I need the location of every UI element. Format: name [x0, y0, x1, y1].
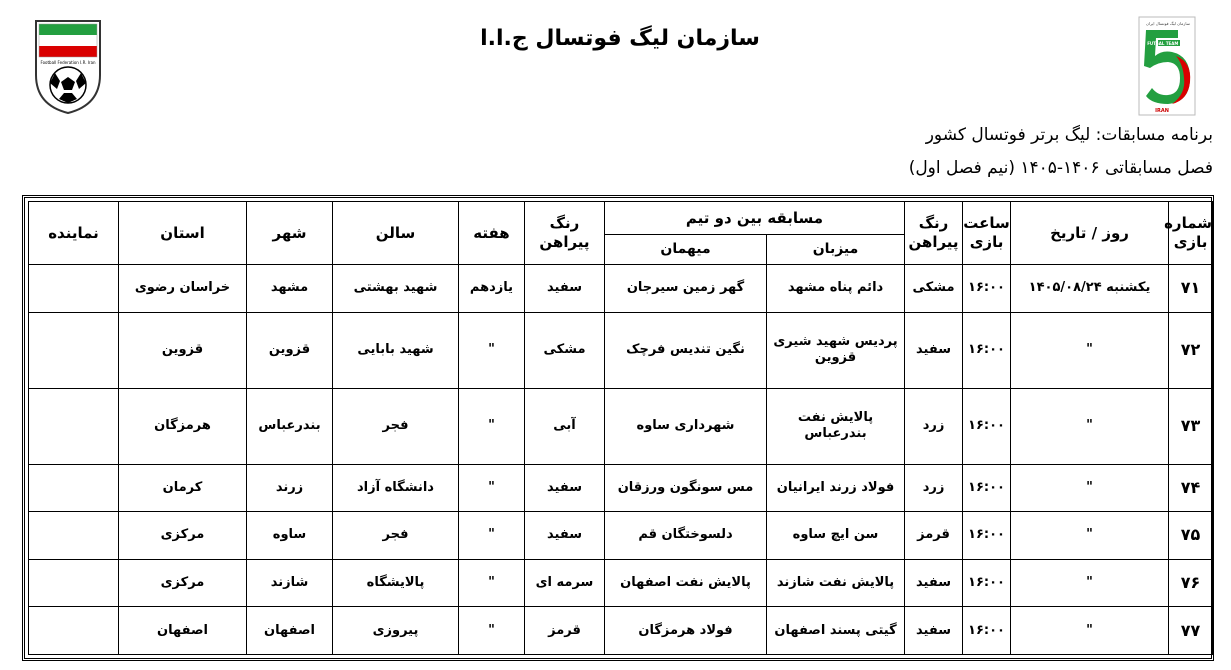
col-match: مسابقه بین دو تیم — [605, 202, 905, 235]
cell-hall: پالایشگاه — [333, 559, 459, 607]
cell-host-color: سفید — [905, 559, 963, 607]
cell-week: " — [459, 607, 525, 655]
cell-date: " — [1011, 312, 1169, 388]
cell-no: ۷۵ — [1169, 512, 1213, 560]
table-row — [29, 464, 1213, 512]
cell-host: پالایش نفت شازند — [767, 559, 905, 607]
cell-time: ۱۶:۰۰ — [963, 388, 1011, 464]
col-host: میزبان — [767, 235, 905, 265]
cell-week: " — [459, 388, 525, 464]
cell-host-color: زرد — [905, 464, 963, 512]
cell-no: ۷۳ — [1169, 388, 1213, 464]
col-match-no: شماره بازی — [1169, 202, 1213, 265]
cell-host: گیتی پسند اصفهان — [767, 607, 905, 655]
cell-date: " — [1011, 512, 1169, 560]
cell-time: ۱۶:۰۰ — [963, 312, 1011, 388]
cell-guest: مس سونگون ورزقان — [605, 464, 767, 512]
cell-province: قزوین — [119, 312, 247, 388]
col-guest: میهمان — [605, 235, 767, 265]
cell-guest-color: سفید — [525, 464, 605, 512]
cell-host-color: زرد — [905, 388, 963, 464]
schedule-table-frame — [22, 195, 1214, 661]
cell-rep — [29, 312, 119, 388]
season-line: فصل مسابقاتی ۱۴۰۶-۱۴۰۵ (نیم فصل اول) — [908, 158, 1213, 178]
cell-week: " — [459, 512, 525, 560]
cell-guest: شهرداری ساوه — [605, 388, 767, 464]
cell-guest: گهر زمین سیرجان — [605, 265, 767, 313]
cell-date: " — [1011, 607, 1169, 655]
cell-province: مرکزی — [119, 512, 247, 560]
cell-host: دائم پناه مشهد — [767, 265, 905, 313]
cell-week: " — [459, 559, 525, 607]
cell-host: فولاد زرند ایرانیان — [767, 464, 905, 512]
cell-host-color: قرمز — [905, 512, 963, 560]
table-row — [29, 312, 1213, 388]
cell-date: " — [1011, 559, 1169, 607]
competition-line: برنامه مسابقات: لیگ برتر فوتسال کشور — [925, 125, 1213, 145]
cell-province: کرمان — [119, 464, 247, 512]
cell-hall: فجر — [333, 388, 459, 464]
cell-guest-color: سفید — [525, 512, 605, 560]
cell-guest-color: سفید — [525, 265, 605, 313]
cell-city: شازند — [247, 559, 333, 607]
col-city: شهر — [247, 202, 333, 265]
cell-hall: دانشگاه آزاد — [333, 464, 459, 512]
col-host-color: رنگ پیراهن — [905, 202, 963, 265]
cell-host: سن ایچ ساوه — [767, 512, 905, 560]
col-hall: سالن — [333, 202, 459, 265]
cell-rep — [29, 388, 119, 464]
table-row — [29, 388, 1213, 464]
col-date: روز / تاریخ — [1011, 202, 1169, 265]
cell-city: اصفهان — [247, 607, 333, 655]
cell-rep — [29, 559, 119, 607]
cell-province: اصفهان — [119, 607, 247, 655]
col-week: هفته — [459, 202, 525, 265]
cell-hall: شهید بابایی — [333, 312, 459, 388]
svg-text:IRAN: IRAN — [1155, 108, 1169, 114]
cell-week: " — [459, 312, 525, 388]
cell-no: ۷۴ — [1169, 464, 1213, 512]
cell-hall: فجر — [333, 512, 459, 560]
schedule-table — [28, 201, 1213, 655]
cell-time: ۱۶:۰۰ — [963, 607, 1011, 655]
cell-city: بندرعباس — [247, 388, 333, 464]
cell-province: مرکزی — [119, 559, 247, 607]
cell-province: خراسان رضوی — [119, 265, 247, 313]
cell-guest: فولاد هرمزگان — [605, 607, 767, 655]
cell-date: یکشنبه ۱۴۰۵/۰۸/۲۴ — [1011, 265, 1169, 313]
cell-host-color: سفید — [905, 312, 963, 388]
cell-time: ۱۶:۰۰ — [963, 559, 1011, 607]
col-rep: نماینده — [29, 202, 119, 265]
cell-no: ۷۱ — [1169, 265, 1213, 313]
cell-rep — [29, 464, 119, 512]
cell-guest-color: قرمز — [525, 607, 605, 655]
cell-time: ۱۶:۰۰ — [963, 265, 1011, 313]
futsal-league-logo — [1138, 16, 1196, 116]
federation-logo-text: Football Federation I.R. Iran — [40, 60, 96, 65]
cell-province: هرمزگان — [119, 388, 247, 464]
cell-no: ۷۷ — [1169, 607, 1213, 655]
cell-date: " — [1011, 388, 1169, 464]
cell-hall: پیروزی — [333, 607, 459, 655]
col-guest-color: رنگ پیراهن — [525, 202, 605, 265]
cell-city: ساوه — [247, 512, 333, 560]
cell-host-color: مشکی — [905, 265, 963, 313]
cell-city: قزوین — [247, 312, 333, 388]
cell-host: پالایش نفت بندرعباس — [767, 388, 905, 464]
cell-guest-color: مشکی — [525, 312, 605, 388]
cell-host-color: سفید — [905, 607, 963, 655]
cell-city: زرند — [247, 464, 333, 512]
cell-week: " — [459, 464, 525, 512]
page-title: سازمان لیگ فوتسال ج.ا.ا — [480, 26, 760, 51]
football-federation-logo — [33, 17, 103, 115]
table-row — [29, 512, 1213, 560]
table-row — [29, 559, 1213, 607]
cell-guest: نگین تندیس فرچک — [605, 312, 767, 388]
cell-time: ۱۶:۰۰ — [963, 464, 1011, 512]
cell-time: ۱۶:۰۰ — [963, 512, 1011, 560]
cell-no: ۷۶ — [1169, 559, 1213, 607]
cell-guest-color: آبی — [525, 388, 605, 464]
cell-rep — [29, 512, 119, 560]
futsal-logo-text: FUTSAL TEAM IRAN — [1147, 41, 1191, 46]
cell-city: مشهد — [247, 265, 333, 313]
col-province: استان — [119, 202, 247, 265]
cell-rep — [29, 265, 119, 313]
cell-no: ۷۲ — [1169, 312, 1213, 388]
cell-guest: پالایش نفت اصفهان — [605, 559, 767, 607]
cell-week: یازدهم — [459, 265, 525, 313]
cell-rep — [29, 607, 119, 655]
col-time: ساعت بازی — [963, 202, 1011, 265]
cell-hall: شهید بهشتی — [333, 265, 459, 313]
cell-guest: دلسوختگان قم — [605, 512, 767, 560]
svg-text:سازمان لیگ فوتسال ایران: سازمان لیگ فوتسال ایران — [1146, 21, 1190, 26]
table-row — [29, 607, 1213, 655]
cell-guest-color: سرمه ای — [525, 559, 605, 607]
cell-host: پردیس شهید شیری قزوین — [767, 312, 905, 388]
table-row — [29, 265, 1213, 313]
cell-date: " — [1011, 464, 1169, 512]
